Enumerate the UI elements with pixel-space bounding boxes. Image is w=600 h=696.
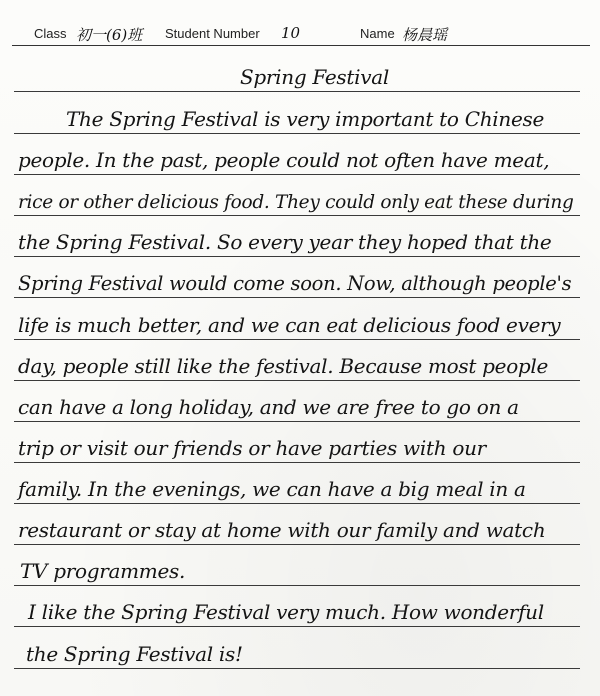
class-label: Class [34,26,67,41]
ruled-line [14,256,580,257]
essay-text: rice or other delicious food. They could only eat these during [18,192,574,213]
ruled-line [14,503,580,504]
ruled-line [14,91,580,92]
essay-text: the Spring Festival. So every year they hoped that the [18,230,552,254]
essay-line-5 [14,258,580,298]
ruled-line [14,626,580,627]
ruled-line [14,339,580,340]
name-value: 杨晨瑶 [402,26,448,44]
essay-line-6 [14,300,580,340]
header-rule [12,45,590,46]
ruled-line [14,544,580,545]
essay-line-1 [14,94,580,134]
essay-line-13 [14,587,580,627]
name-label: Name [360,26,395,41]
essay-line-4 [14,217,580,257]
essay-text: restaurant or stay at home with our family and watch [18,518,546,542]
essay-line-10 [14,464,580,504]
essay-text: I like the Spring Festival very much. How wonderful [28,600,544,624]
essay-line-9 [14,423,580,463]
class-value: 初一(6)班 [76,26,143,44]
ruled-line [14,380,580,381]
ruled-line [14,133,580,134]
essay-text: life is much better, and we can eat delicious food every [18,313,561,337]
ruled-line [14,215,580,216]
header-row [12,24,590,48]
essay-text: family. In the evenings, we can have a big meal in a [18,477,526,501]
essay-line-14 [14,629,580,669]
essay-text: Spring Festival would come soon. Now, although people's [18,272,572,295]
essay-text: can have a long holiday, and we are free to go on a [18,395,519,419]
ruled-line [14,421,580,422]
essay-text: trip or visit our friends or have parties with our [18,436,486,460]
essay-line-3 [14,176,580,216]
essay-title-line [14,52,580,92]
essay-text: TV programmes. [20,559,186,583]
essay-line-8 [14,382,580,422]
ruled-line [14,585,580,586]
essay-title: Spring Festival [240,65,389,89]
essay-line-7 [14,341,580,381]
essay-text: people. In the past, people could not often have meat, [18,148,550,172]
essay-text: the Spring Festival is! [26,642,243,666]
essay-line-12 [14,546,580,586]
ruled-line [14,668,580,669]
ruled-line [14,462,580,463]
student-number-label: Student Number [165,26,260,41]
essay-line-11 [14,505,580,545]
student-number-value: 10 [281,24,301,42]
ruled-line [14,174,580,175]
ruled-line [14,297,580,298]
essay-text: The Spring Festival is very important to Chinese [66,107,545,131]
essay-text: day, people still like the festival. Because most people [18,354,549,378]
essay-line-2 [14,135,580,175]
